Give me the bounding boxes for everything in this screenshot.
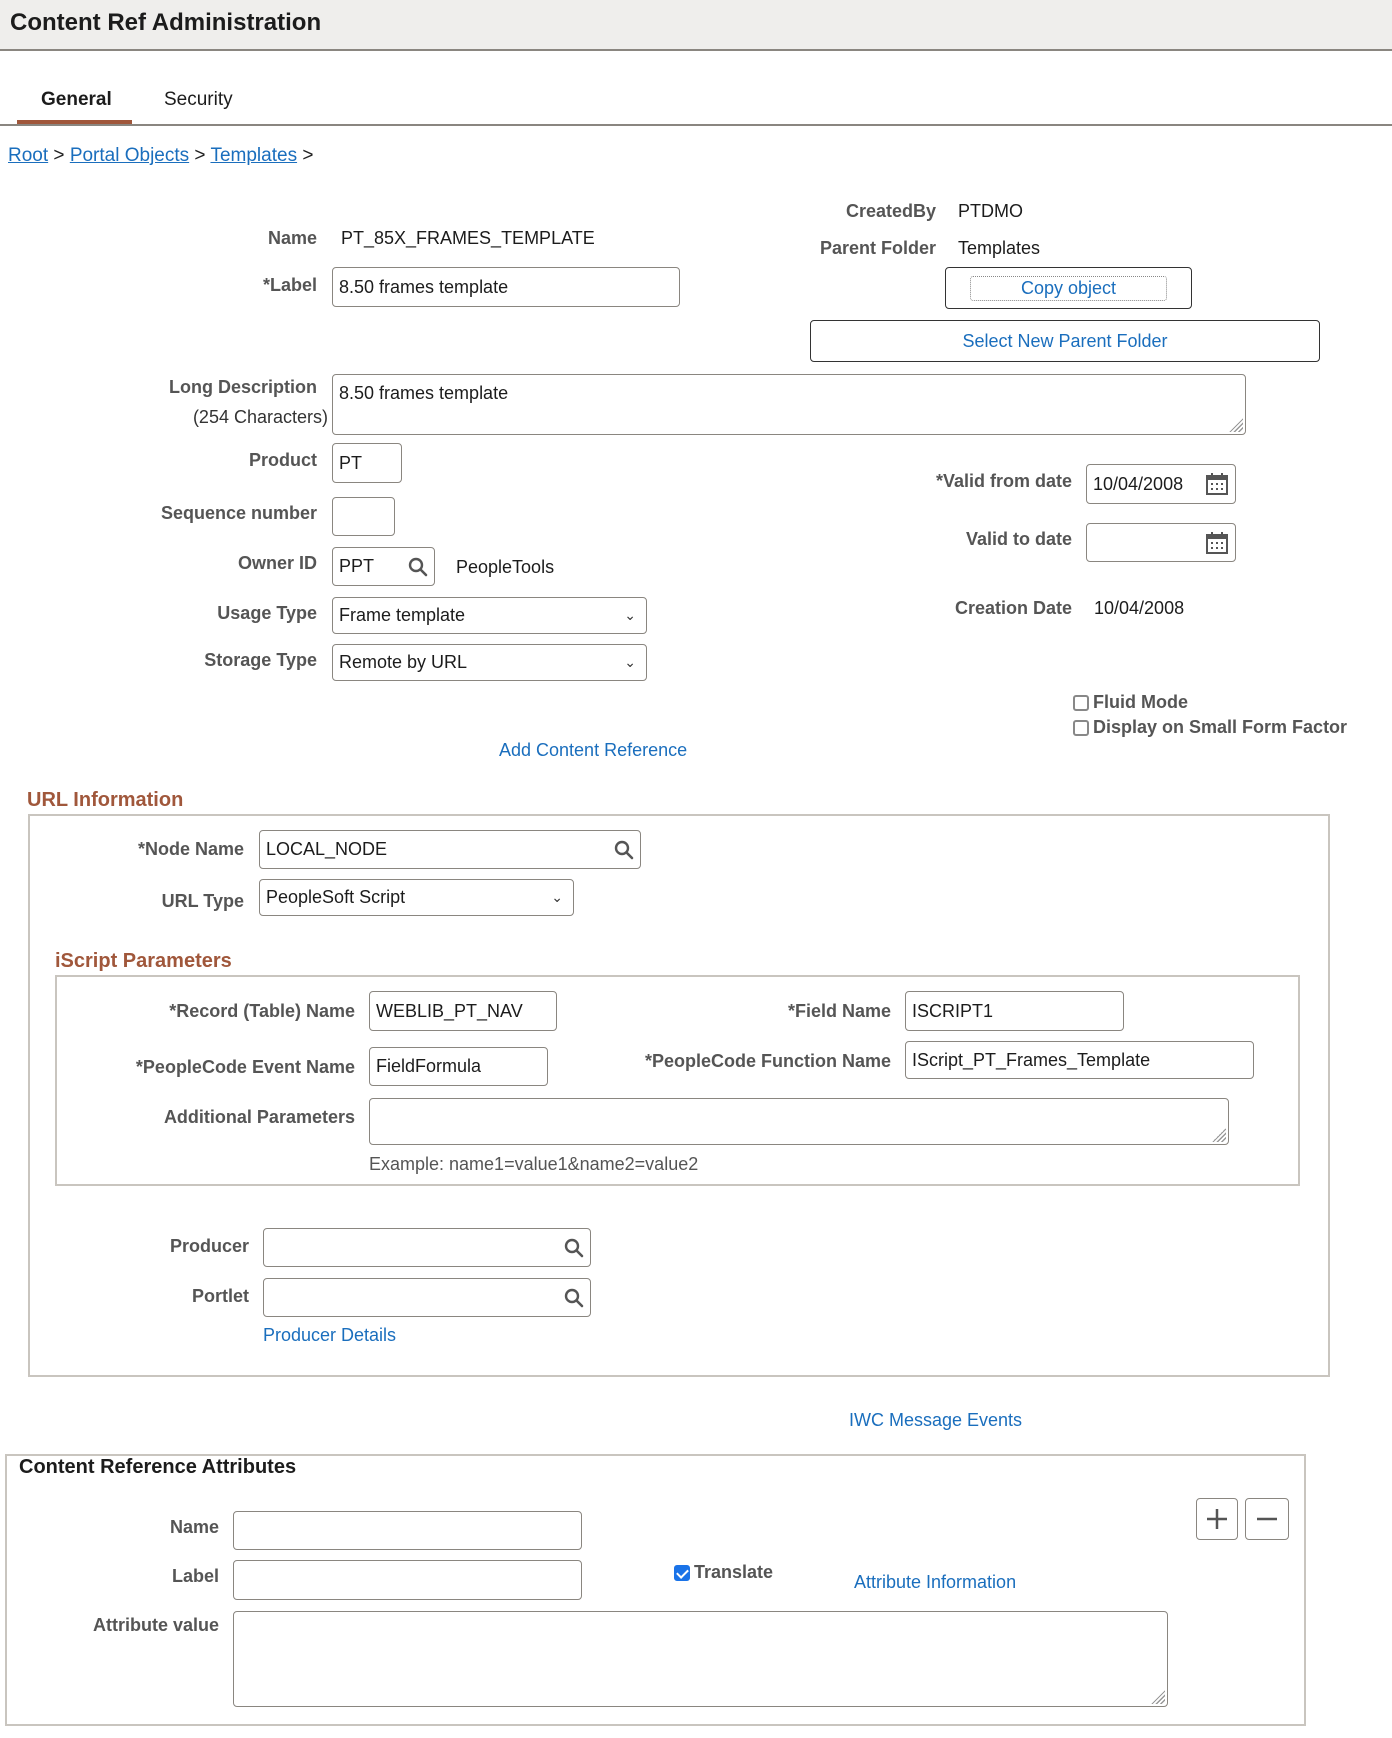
- valid-from-date-label: *Valid from date: [935, 471, 1072, 491]
- record-name-label: *Record (Table) Name: [169, 1001, 355, 1021]
- valid-from-date-input[interactable]: [1086, 464, 1236, 504]
- node-name-label: *Node Name: [137, 839, 244, 859]
- delete-row-button[interactable]: [1245, 1498, 1289, 1540]
- breadcrumb-separator: >: [194, 145, 206, 166]
- breadcrumb-separator: >: [302, 145, 314, 166]
- valid-from-date-value: 10/04/2008: [1093, 473, 1184, 494]
- usage-type-label: Usage Type: [217, 603, 317, 623]
- node-name-value: LOCAL_NODE: [266, 839, 388, 859]
- producer-details-link[interactable]: Producer Details: [263, 1325, 397, 1345]
- page-title: Content Ref Administration: [10, 9, 322, 36]
- peoplecode-function-name-label: *PeopleCode Function Name: [644, 1051, 891, 1071]
- small-form-factor-label: Display on Small Form Factor: [1093, 717, 1348, 737]
- chevron-down-icon: ⌄: [551, 889, 563, 905]
- usage-type-select[interactable]: [332, 597, 647, 634]
- parent-folder-value: Templates: [958, 238, 1041, 258]
- iwc-message-events-link[interactable]: IWC Message Events: [849, 1410, 1023, 1430]
- created-by-label: CreatedBy: [845, 201, 936, 221]
- producer-label: Producer: [169, 1236, 249, 1256]
- breadcrumb-separator: >: [53, 145, 65, 166]
- url-type-value: PeopleSoft Script: [266, 887, 406, 907]
- chevron-down-icon: ⌄: [624, 654, 636, 670]
- additional-parameters-label: Additional Parameters: [163, 1107, 355, 1127]
- label-input[interactable]: [332, 267, 680, 307]
- tab-general[interactable]: General: [41, 89, 112, 110]
- fluid-mode-label: Fluid Mode: [1093, 692, 1188, 712]
- search-icon[interactable]: [614, 840, 634, 860]
- peoplecode-function-name-value: IScript_PT_Frames_Template: [912, 1049, 1151, 1070]
- owner-id-description: PeopleTools: [456, 557, 555, 577]
- search-icon[interactable]: [564, 1288, 584, 1308]
- created-by-value: PTDMO: [958, 201, 1023, 221]
- translate-label: Translate: [694, 1562, 774, 1582]
- owner-id-value: PPT: [339, 556, 375, 576]
- owner-id-label: Owner ID: [237, 553, 317, 573]
- tab-security[interactable]: Security: [164, 89, 233, 110]
- storage-type-select[interactable]: [332, 644, 647, 681]
- valid-to-date-label: Valid to date: [965, 529, 1072, 549]
- iscript-parameters-heading: iScript Parameters: [55, 950, 232, 972]
- product-input[interactable]: [332, 443, 402, 483]
- portlet-input[interactable]: [263, 1278, 591, 1317]
- url-information-heading: URL Information: [27, 789, 184, 811]
- attribute-value-textarea[interactable]: [233, 1611, 1168, 1707]
- search-icon[interactable]: [408, 557, 428, 577]
- sequence-number-label: Sequence number: [160, 503, 317, 523]
- chevron-down-icon: ⌄: [624, 607, 636, 623]
- creation-date-value: 10/04/2008: [1094, 598, 1185, 618]
- url-type-select[interactable]: [259, 879, 574, 916]
- long-description-sublabel: (254 Characters): [192, 407, 328, 427]
- peoplecode-function-name-input[interactable]: [905, 1041, 1254, 1079]
- owner-id-input[interactable]: [332, 547, 435, 586]
- parent-folder-label: Parent Folder: [819, 238, 936, 258]
- add-row-button[interactable]: [1196, 1498, 1238, 1540]
- attribute-label-label: Label: [171, 1566, 219, 1586]
- long-description-label: Long Description: [169, 377, 317, 397]
- record-name-value: WEBLIB_PT_NAV: [376, 1000, 523, 1021]
- resize-handle-icon[interactable]: [1229, 418, 1243, 432]
- select-new-parent-folder-button[interactable]: Select New Parent Folder: [810, 320, 1320, 362]
- creation-date-label: Creation Date: [954, 598, 1072, 618]
- attribute-value-label: Attribute value: [92, 1615, 219, 1635]
- tabs-divider: [0, 124, 1392, 126]
- record-name-input[interactable]: [369, 991, 557, 1031]
- attribute-label-input[interactable]: [233, 1560, 582, 1600]
- peoplecode-event-name-input[interactable]: [369, 1047, 548, 1086]
- peoplecode-event-name-label: *PeopleCode Event Name: [135, 1057, 355, 1077]
- minus-icon: [1255, 1507, 1279, 1531]
- breadcrumb: [8, 145, 313, 167]
- calendar-icon[interactable]: [1205, 472, 1229, 496]
- peoplecode-event-name-value: FieldFormula: [376, 1056, 482, 1076]
- additional-parameters-textarea[interactable]: [369, 1098, 1229, 1145]
- breadcrumb-portal-objects[interactable]: Portal Objects: [69, 145, 190, 166]
- producer-input[interactable]: [263, 1228, 591, 1267]
- label-input-value: 8.50 frames template: [339, 276, 509, 297]
- portlet-label: Portlet: [191, 1286, 249, 1306]
- node-name-input[interactable]: [259, 830, 641, 869]
- fluid-mode-checkbox-row[interactable]: [1073, 692, 1188, 713]
- valid-to-date-input[interactable]: [1086, 523, 1236, 562]
- plus-icon: [1205, 1507, 1229, 1531]
- attribute-information-link[interactable]: Attribute Information: [854, 1572, 1017, 1592]
- sequence-number-input[interactable]: [332, 497, 395, 536]
- long-description-value: 8.50 frames template: [339, 383, 509, 403]
- attribute-name-input[interactable]: [233, 1511, 582, 1550]
- field-name-value: ISCRIPT1: [912, 1000, 994, 1021]
- small-form-factor-checkbox[interactable]: [1073, 720, 1089, 736]
- additional-parameters-example: Example: name1=value1&name2=value2: [369, 1154, 699, 1174]
- breadcrumb-templates[interactable]: Templates: [210, 145, 298, 166]
- small-form-factor-checkbox-row[interactable]: [1073, 717, 1347, 738]
- copy-object-label: Copy object: [970, 276, 1167, 301]
- add-content-reference-link[interactable]: Add Content Reference: [499, 740, 688, 760]
- field-name-label: *Field Name: [787, 1001, 891, 1021]
- label-field-label: *Label: [262, 275, 317, 295]
- copy-object-button[interactable]: [945, 267, 1192, 309]
- product-input-value: PT: [339, 452, 363, 473]
- search-icon[interactable]: [564, 1238, 584, 1258]
- name-value: PT_85X_FRAMES_TEMPLATE: [341, 228, 595, 248]
- name-label: Name: [267, 228, 317, 248]
- breadcrumb-root[interactable]: Root: [8, 145, 49, 166]
- fluid-mode-checkbox[interactable]: [1073, 695, 1089, 711]
- usage-type-value: Frame template: [339, 605, 466, 625]
- content-reference-attributes-heading: Content Reference Attributes: [19, 1456, 297, 1478]
- attribute-name-label: Name: [169, 1517, 219, 1537]
- storage-type-label: Storage Type: [204, 650, 317, 670]
- translate-checkbox[interactable]: [674, 1565, 690, 1581]
- product-label: Product: [248, 450, 317, 470]
- field-name-input[interactable]: [905, 991, 1124, 1031]
- translate-checkbox-row[interactable]: [674, 1562, 773, 1583]
- storage-type-value: Remote by URL: [339, 652, 468, 672]
- resize-handle-icon[interactable]: [1212, 1128, 1226, 1142]
- url-type-label: URL Type: [161, 891, 244, 911]
- long-description-textarea[interactable]: [332, 374, 1246, 435]
- resize-handle-icon[interactable]: [1151, 1690, 1165, 1704]
- calendar-icon[interactable]: [1205, 531, 1229, 555]
